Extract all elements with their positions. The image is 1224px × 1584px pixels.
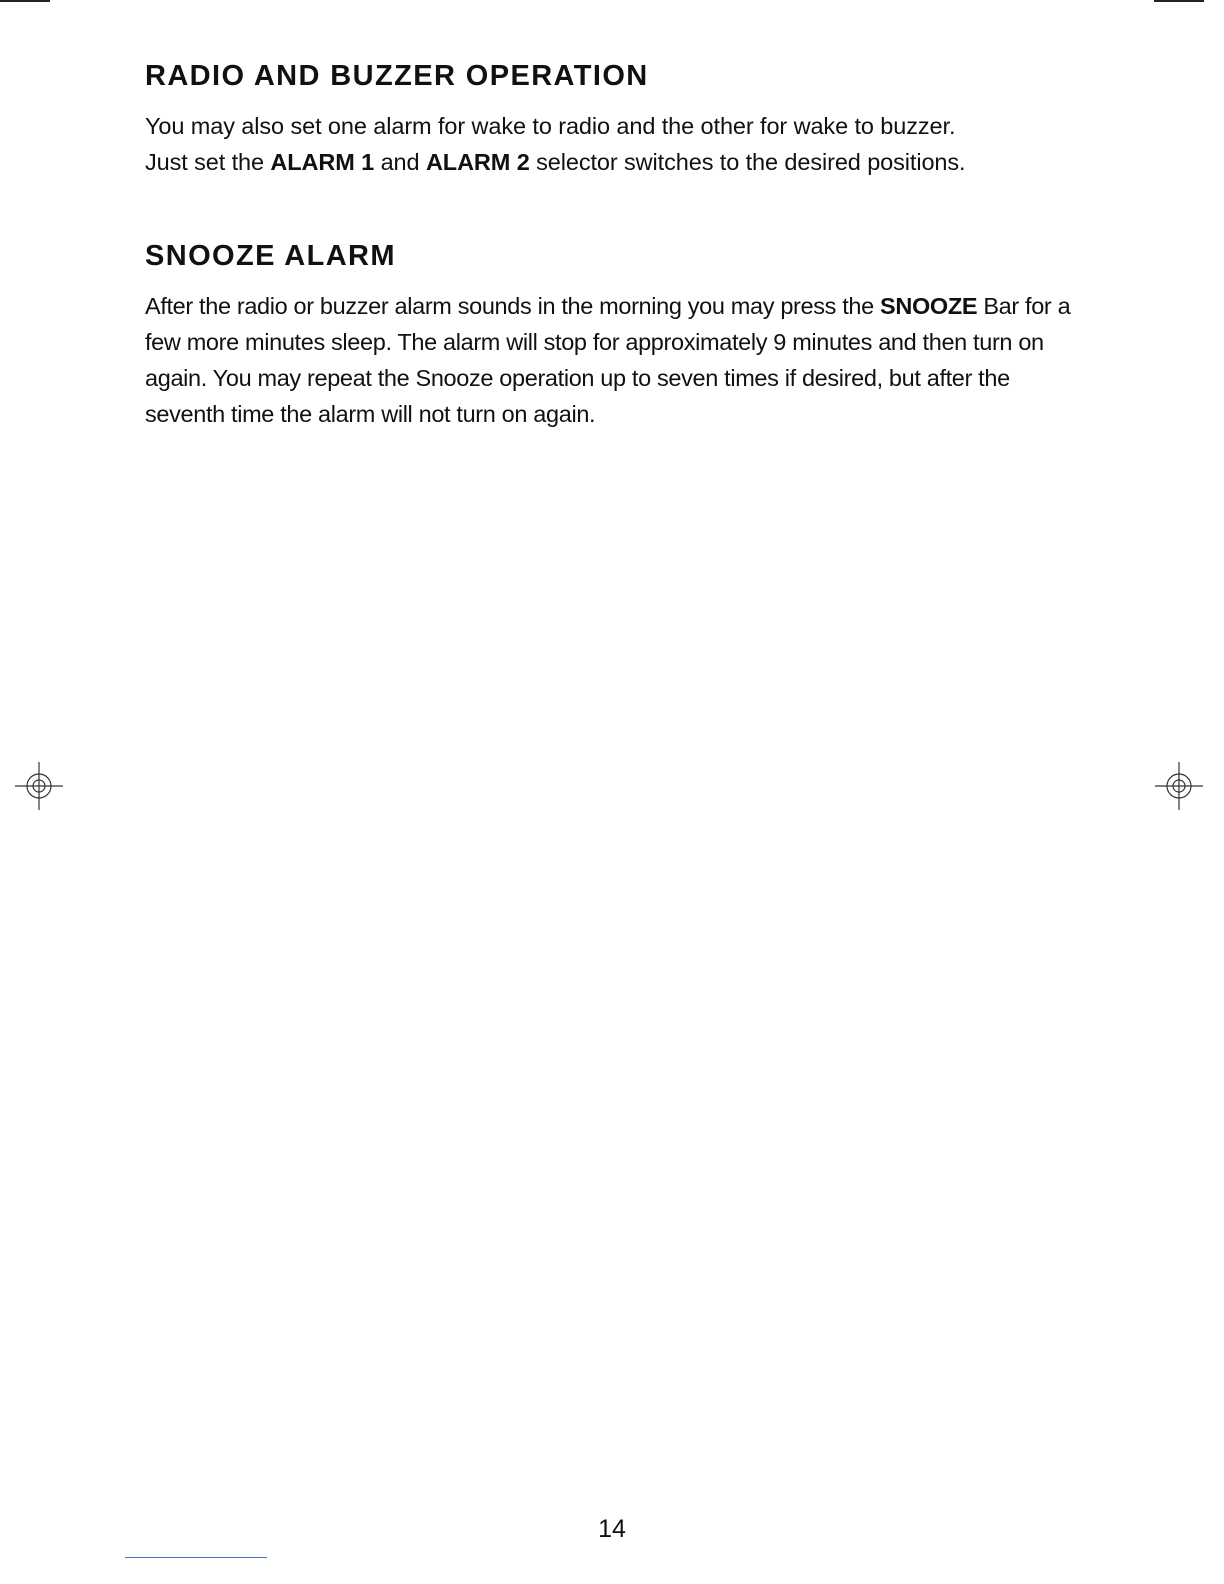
- paragraph-text: and: [374, 149, 426, 175]
- paragraph-text: After the radio or buzzer alarm sounds in the morning you may press the: [145, 293, 881, 319]
- paragraph-line: You may also set one alarm for wake to radio and the other for wake to buzzer.: [145, 113, 956, 139]
- paragraph-text: Bar for a few more minutes sleep. The alarm will stop for approximately 9 minutes and then turn on again. You may repeat the Snooze operation up to seven times if desired, but after the seventh time the alarm will not turn on again.: [145, 293, 1071, 427]
- section-paragraph-snooze: [145, 288, 1085, 432]
- crop-mark-top-left: [0, 0, 50, 2]
- alarm2-label: ALARM 2: [425, 149, 530, 175]
- crop-mark-top-right: [1154, 0, 1204, 2]
- paragraph-text: Just set the: [145, 149, 271, 175]
- alarm1-label: ALARM 1: [270, 149, 375, 175]
- section-heading-snooze: SNOOZE ALARM: [145, 240, 396, 272]
- page-content: [145, 56, 1085, 432]
- page-number: 14: [598, 1515, 626, 1543]
- section-heading-radio-buzzer: RADIO AND BUZZER OPERATION: [145, 60, 649, 92]
- snooze-label: SNOOZE: [880, 293, 978, 319]
- registration-mark-icon: [13, 760, 65, 812]
- registration-mark-icon: [1153, 760, 1205, 812]
- bottom-rule: [125, 1557, 267, 1558]
- paragraph-text: selector switches to the desired positions.: [529, 149, 966, 175]
- section-paragraph-radio-buzzer: [145, 108, 1085, 180]
